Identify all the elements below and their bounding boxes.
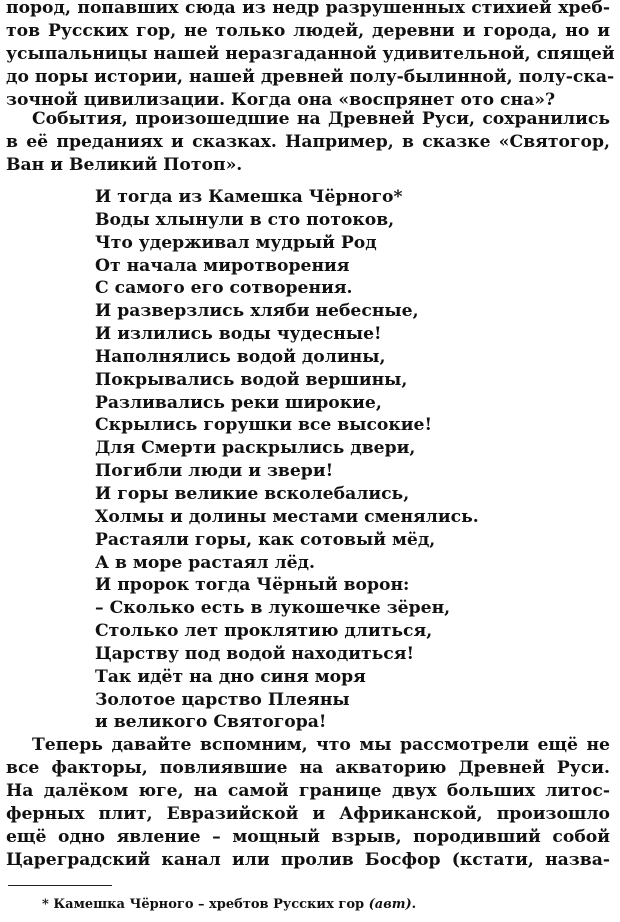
book-page [6,0,614,922]
poem-line: И пророк тогда Чёрный ворон: [95,575,410,596]
poem-line: А в море растаял лёд. [95,552,315,573]
paragraph-1 [6,0,615,112]
poem-line: С самого его сотворения. [95,278,353,299]
footnote-divider [8,885,112,886]
poem-quote [95,186,565,734]
poem-line: Покрывались водой вершины, [95,369,408,390]
poem-line: Холмы и долины местами сменялись. [95,506,479,527]
poem-line: Для Смерти раскрылись двери, [95,438,416,459]
text-line: ещё одно явление – мощный взрыв, породивший собой [6,827,610,847]
poem-line: Растаяли горы, как сотовый мёд, [95,529,436,550]
poem-line: От начала миротворения [95,255,350,276]
text-line: в её преданиях и сказках. Например, в сказке «Святогор, [6,132,610,152]
paragraph-2 [6,108,610,177]
text-line: тов Русских гор, не только людей, деревни и города, но и [6,21,610,41]
poem-line: Царству под водой находиться! [95,643,415,664]
text-line: Цареградский канал или пролив Босфор (кстати, назва- [6,850,610,870]
poem-line: И разверзлись хляби небесные, [95,301,419,322]
poem-line: Столько лет проклятию длиться, [95,621,433,642]
text-line: ферных плит, Евразийской и Африканской, произошло [6,804,610,824]
poem-line: и великого Святогора! [95,712,327,733]
poem-line: Воды хлынули в сто потоков, [95,209,395,230]
paragraph-3 [6,734,610,872]
footnote-text: * Камешка Чёрного – хребтов Русских гор [42,897,365,912]
text-line: до поры истории, нашей древней полу-былинной, полу-ска- [6,67,615,87]
poem-line: Золотое царство Плеяны [95,689,350,710]
poem-line: И излились воды чудесные! [95,324,382,345]
poem-line: Что удерживал мудрый Род [95,232,377,253]
text-line: усыпальницы нашей неразгаданной удивительной, спящей [6,44,615,64]
text-line: зочной цивилизации. Когда она «воспрянет ото сна»? [6,90,556,110]
text-line: все факторы, повлиявшие на акваторию Древней Руси. [6,758,610,778]
text-line: Ван и Великий Потоп». [6,155,243,175]
poem-line: Разливались реки широкие, [95,392,382,413]
poem-line: Наполнялись водой долины, [95,346,386,367]
poem-line: И горы великие всколебались, [95,483,410,504]
text-line: На далёком юге, на самой границе двух больших литос- [6,781,610,801]
poem-line: – Сколько есть в лукошечке зёрен, [95,598,451,619]
text-line: пород, попавших сюда из недр разрушенных стихией хреб- [6,0,610,18]
poem-line: Так идёт на дно синя моря [95,666,366,687]
text-line: События, произошедшие на Древней Руси, сохранились [32,109,610,129]
poem-line: Скрылись горушки все высокие! [95,415,433,436]
poem-line: Погибли люди и звери! [95,461,334,482]
footnote-end: . [411,897,417,912]
poem-line: И тогда из Камешка Чёрного* [95,187,403,207]
text-line: Теперь давайте вспомним, что мы рассмотрели ещё не [32,735,610,755]
footnote-author-mark: (авт) [368,897,412,912]
footnote [42,897,416,913]
